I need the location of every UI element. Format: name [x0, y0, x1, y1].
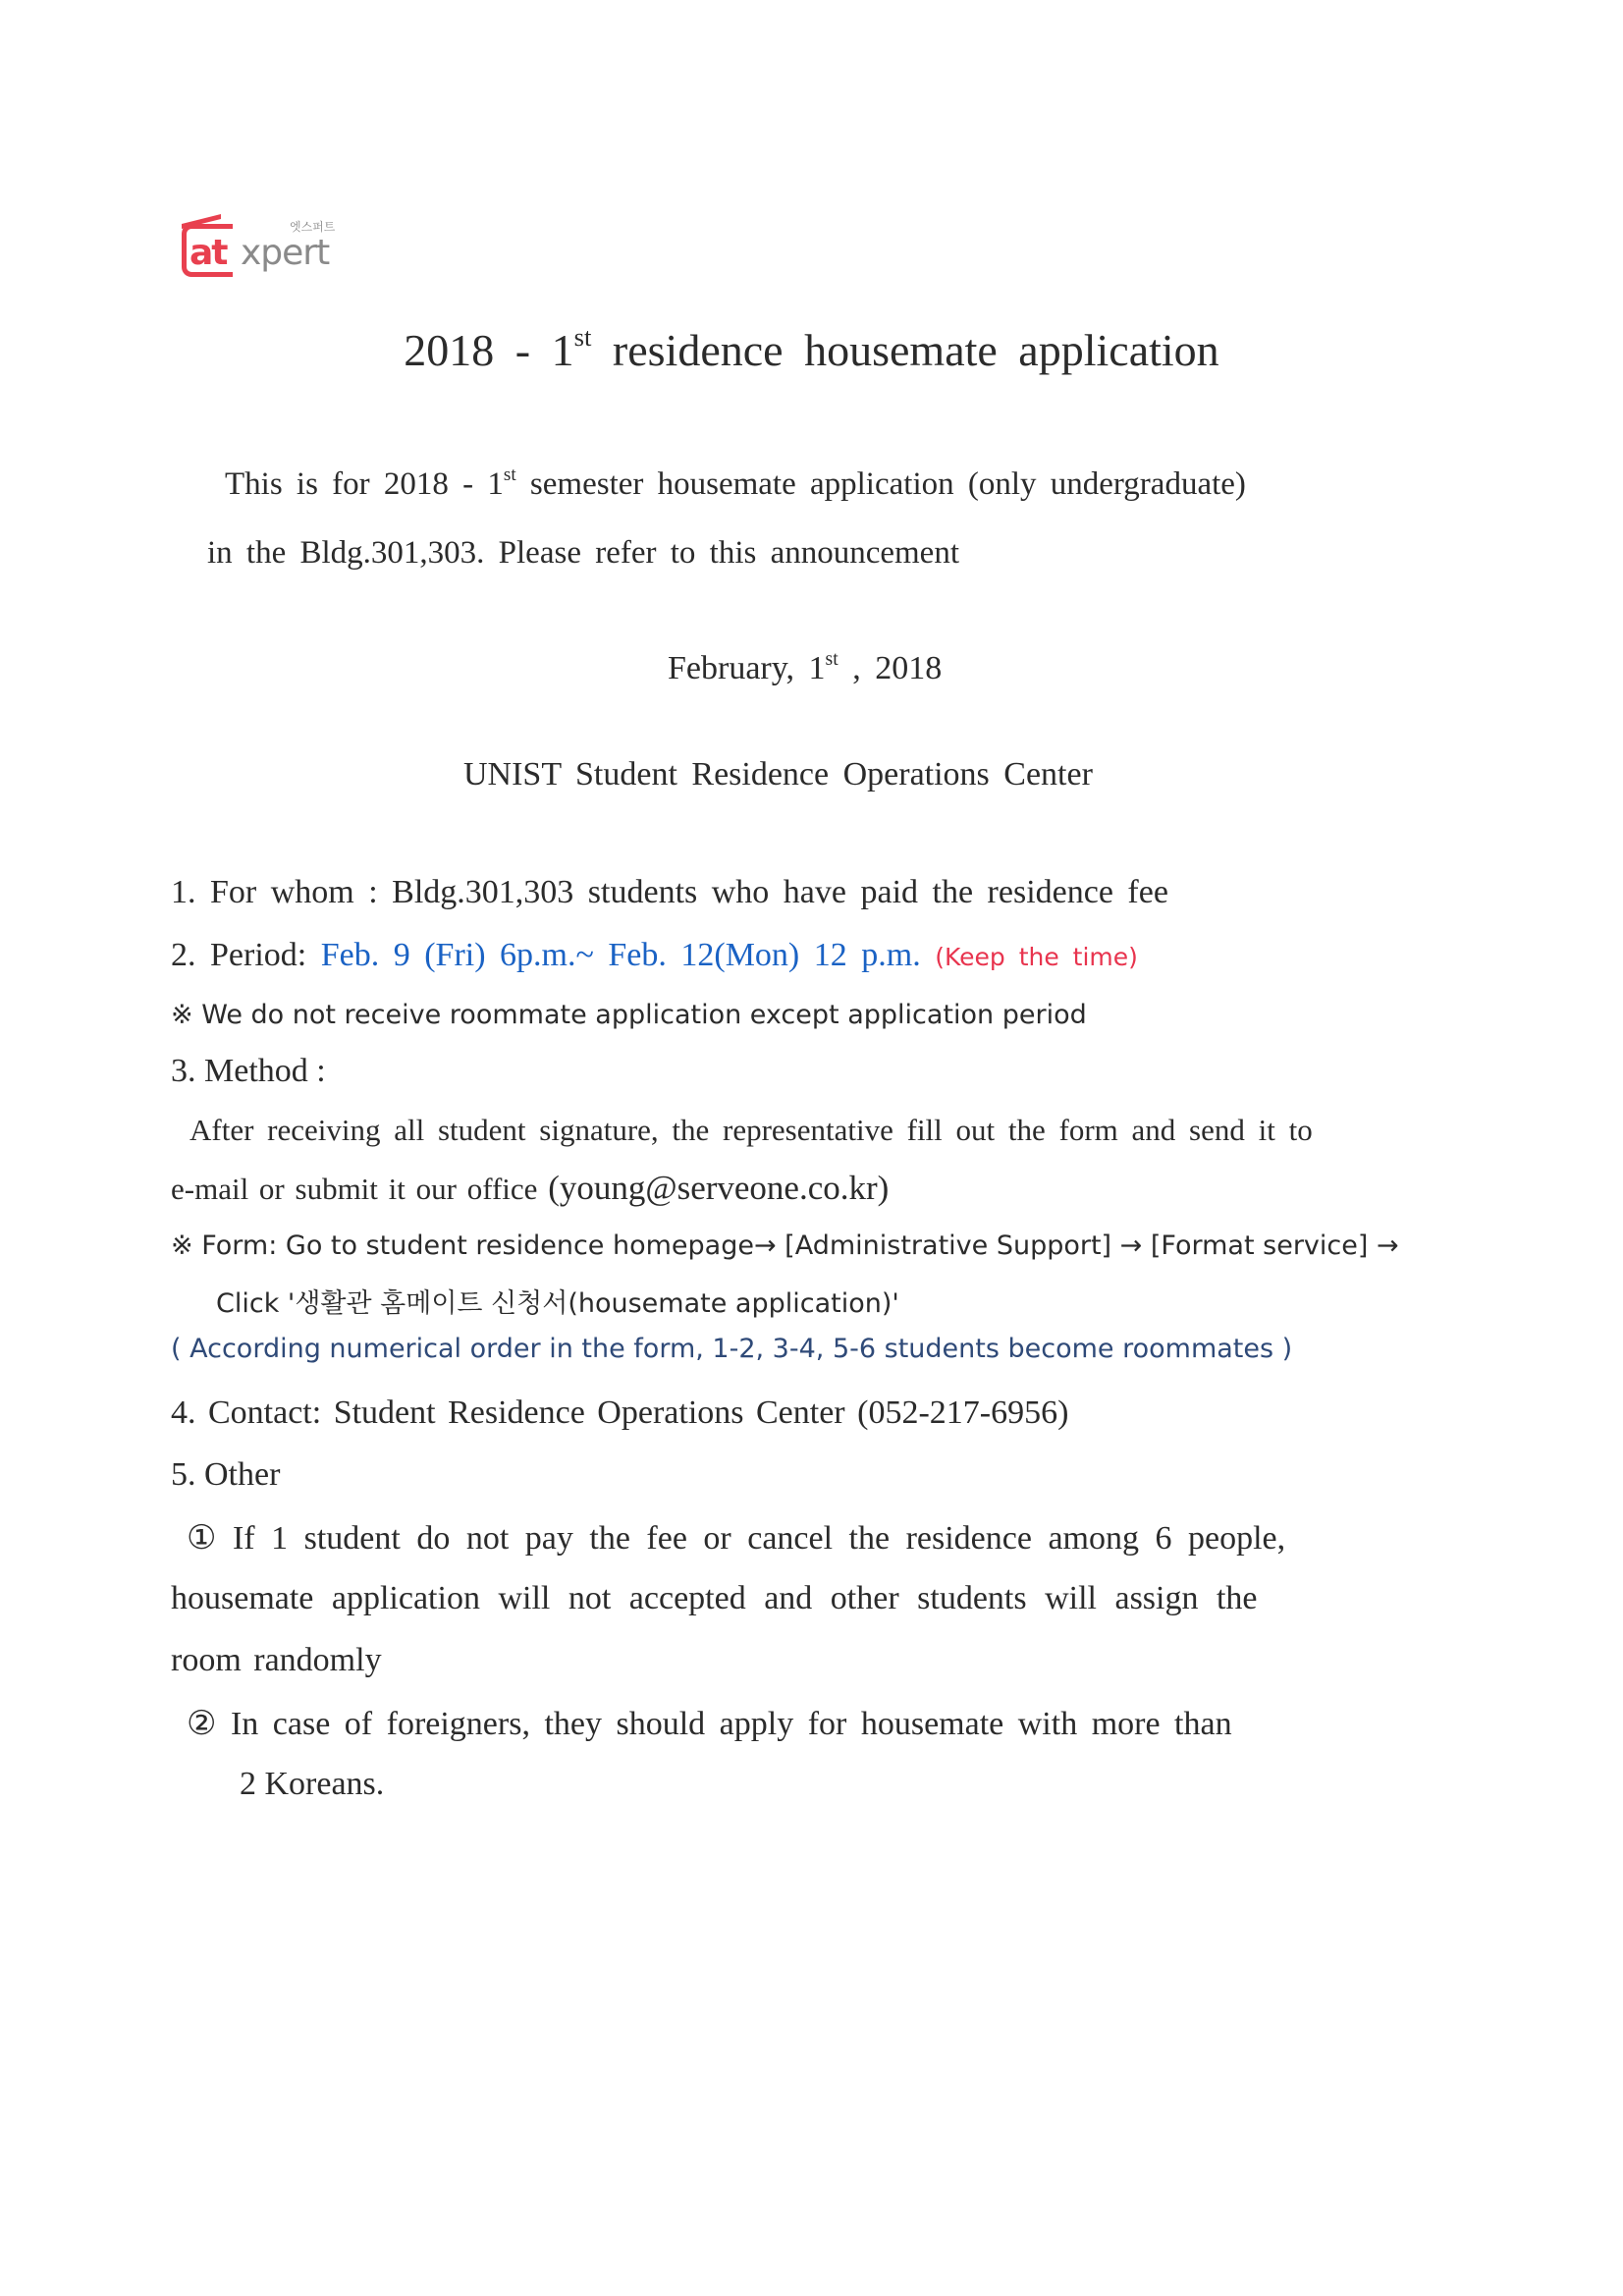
office-email: (young@serveone.co.kr) — [548, 1169, 890, 1207]
other-item-1-line-2: housemate application will not accepted and other students will assign the — [171, 1580, 1258, 1616]
logo-brand-suffix: xpert — [241, 233, 330, 273]
logo-brand-prefix: at — [189, 233, 227, 273]
other-item-2-line-2: 2 Koreans. — [240, 1766, 385, 1802]
period-value: Feb. 9 (Fri) 6p.m.~ Feb. 12(Mon) 12 p.m. — [320, 937, 921, 973]
section-contact: 4. Contact: Student Residence Operations Center (052-217-6956) — [171, 1394, 1069, 1431]
period-notice: ※ We do not receive roommate application except application period — [171, 1000, 1087, 1030]
document-title: 2018 - 1st residence housemate application — [404, 322, 1219, 375]
logo-korean-name: 엣스퍼트 — [290, 220, 336, 234]
organization-name: UNIST Student Residence Operations Center — [463, 756, 1093, 793]
period-keep-time-note: (Keep the time) — [935, 943, 1138, 971]
intro-line-1: This is for 2018 - 1st semester housemate application (only undergraduate) — [225, 465, 1246, 502]
method-line-1: After receiving all student signature, the representative fill out the form and send it to — [189, 1113, 1313, 1147]
intro-line-2: in the Bldg.301,303. Please refer to this announcement — [207, 535, 960, 571]
section-period — [171, 937, 1138, 974]
other-item-1-line-1: ① If 1 student do not pay the fee or cancel the residence among 6 people, — [187, 1520, 1286, 1557]
method-line-2: e-mail or submit it our office (young@serveone.co.kr) — [171, 1169, 890, 1207]
other-item-2-line-1: ② In case of foreigners, they should apply for housemate with more than — [187, 1706, 1232, 1742]
section-other-label: 5. Other — [171, 1456, 281, 1493]
section-method-label: 3. Method : — [171, 1053, 326, 1089]
announcement-date: February, 1st , 2018 — [668, 648, 943, 686]
other-item-1-line-3: room randomly — [171, 1642, 382, 1678]
form-note-line-2: Click '생활관 홈메이트 신청서(housemate application)' — [216, 1288, 899, 1319]
form-note-line-1: ※ Form: Go to student residence homepage→ [Administrative Support] → [Format service] → — [171, 1230, 1399, 1261]
period-label: 2. Period: — [171, 937, 321, 973]
roommate-order-note: ( According numerical order in the form, 1-2, 3-4, 5-6 students become roommates ) — [171, 1334, 1293, 1364]
atxpert-logo — [182, 218, 349, 285]
section-for-whom: 1. For whom : Bldg.301,303 students who have paid the residence fee — [171, 874, 1168, 910]
